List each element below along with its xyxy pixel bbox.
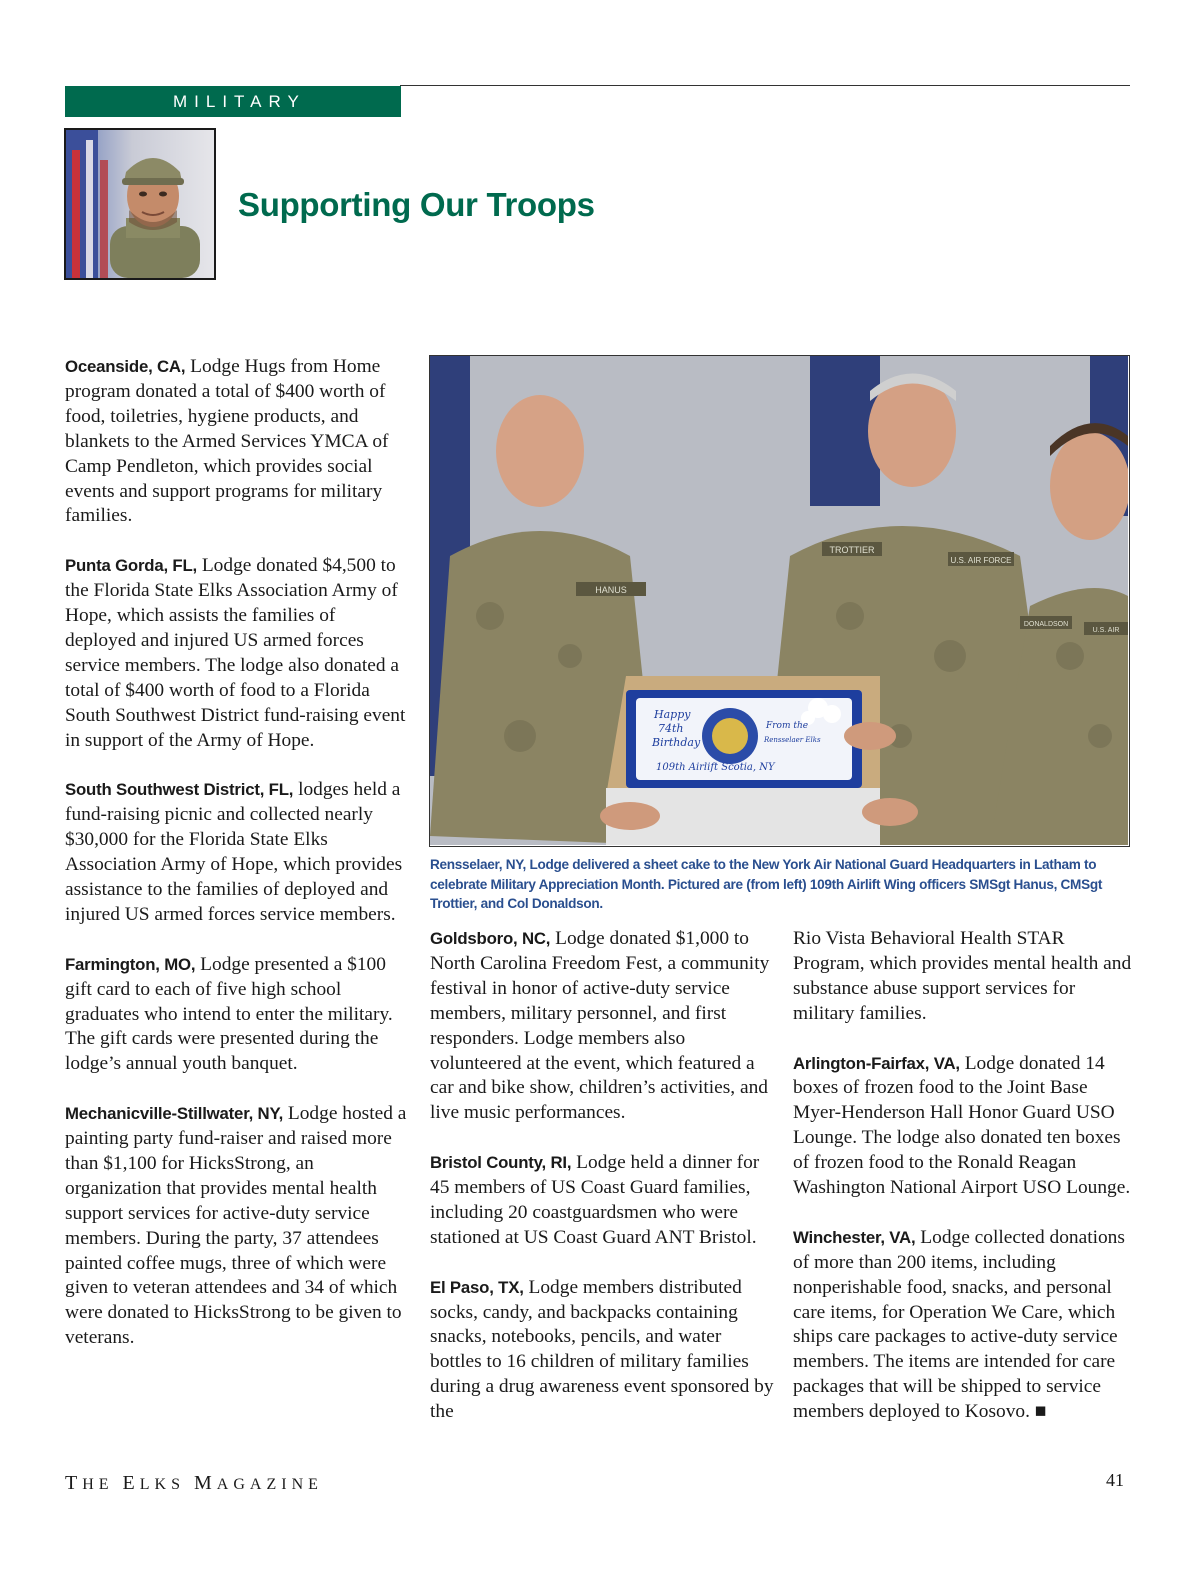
cake-text-line-1: Happy xyxy=(654,708,691,721)
location-lead: Arlington-Fairfax, VA, xyxy=(793,1053,960,1073)
location-lead: South Southwest District, FL, xyxy=(65,780,294,800)
news-item xyxy=(65,355,410,529)
location-lead: Oceanside, CA, xyxy=(65,357,186,376)
location-lead: El Paso, TX, xyxy=(430,1277,524,1297)
item-body: Lodge members distributed socks, candy, and backpacks containing snacks, notebooks, pencils, and water bottles to 16 children of military families during a drug awareness event sponsored by the xyxy=(430,1276,774,1423)
soldier-portrait-illustration xyxy=(66,130,214,278)
footer-word: LKS xyxy=(139,1476,185,1493)
officers-with-cake-illustration xyxy=(430,356,1128,845)
cake-text-line-4: 109th Airlift Scotia, NY xyxy=(656,762,775,773)
cake-text-line-3: Birthday xyxy=(652,736,701,749)
item-body: Lodge presented a $100 gift card to each of five high school graduates who intend to enter the military. The gift cards were presented during the lodge’s annual youth banquet. xyxy=(65,953,393,1075)
news-item xyxy=(65,1102,410,1351)
item-body: Lodge hosted a painting party fund-raiser and raised more than $1,100 for HicksStrong, an organization that provides mental health support services for active-duty service members. During the party, 37 attendees painted coffee mugs, three of which were given to veteran attendees and 34 of which were donated to HicksStrong to be given to veterans. xyxy=(65,1103,407,1349)
location-lead: Punta Gorda, FL, xyxy=(65,556,197,576)
cake-text-right-1: From the xyxy=(766,721,809,731)
location-lead: Winchester, VA, xyxy=(793,1227,916,1247)
article-column-2 xyxy=(430,927,775,1450)
location-lead: Farmington, MO, xyxy=(65,954,196,974)
news-item xyxy=(65,778,410,927)
news-item xyxy=(793,1052,1138,1201)
item-body: Lodge donated 14 boxes of frozen food to the Joint Base Myer-Henderson Hall Honor Guard USO Lounge. The lodge also donated ten boxes of frozen food to the Ronald Reagan Washington National Airport USO Lounge. xyxy=(793,1052,1131,1199)
item-body: lodges held a fund-raising picnic and collected nearly $30,000 for the Florida State Elks Association Army of Hope, which provides assistance to the families of deployed and injured US armed forces service members. xyxy=(65,779,403,925)
article-column-3 xyxy=(793,927,1138,1450)
item-body: Lodge donated $4,500 to the Florida State Elks Association Army of Hope, which assists the families of deployed and injured US armed forces service members. The lodge also donated a total of $400 worth of food to a Florida South Southwest District fund-raising event in support of the Army of Hope. xyxy=(65,555,406,751)
news-item xyxy=(793,927,1138,1027)
location-lead: Bristol County, RI, xyxy=(430,1153,572,1173)
news-item xyxy=(65,554,410,753)
footer-word: AGAZINE xyxy=(216,1476,323,1493)
location-lead: Goldsboro, NC, xyxy=(430,929,551,948)
news-item xyxy=(65,953,410,1078)
footer-word: HE xyxy=(82,1476,114,1493)
caption-location: Rensselaer, NY, xyxy=(430,857,527,872)
footer-initial: M xyxy=(194,1472,217,1494)
news-item xyxy=(793,1226,1138,1425)
news-item xyxy=(430,1151,775,1251)
soldier-headshot-image xyxy=(64,128,216,280)
nametag-right-2: U.S. AIR xyxy=(1092,627,1120,634)
item-body: Lodge held a dinner for 45 members of US Coast Guard families, including 20 coastguardsmen who were stationed at US Coast Guard ANT Bristol. xyxy=(430,1152,760,1248)
cake-text-line-2: 74th xyxy=(658,722,684,735)
nametag-right: DONALDSON xyxy=(1023,621,1069,628)
cake-text-right-2: Rensselaer Elks xyxy=(764,736,821,744)
caption-text: Lodge delivered a sheet cake to the New York Air National Guard Headquarters in Latham to celebrate Military Appreciation Month. Pictured are (from left) 109th Airlift Wing officers SMSgt Hanus, CMSgt Trottier, and Col Donaldson. xyxy=(430,857,1103,911)
footer-initial: E xyxy=(122,1472,140,1494)
nametag-center: TROTTIER xyxy=(829,545,875,555)
nametag-left: HANUS xyxy=(595,585,627,595)
article-column-1 xyxy=(65,355,410,1376)
section-label: MILITARY xyxy=(65,86,401,117)
photo-caption xyxy=(430,855,1130,914)
footer-initial: T xyxy=(65,1472,83,1494)
news-item xyxy=(430,927,775,1126)
cake-presentation-photo xyxy=(429,355,1130,847)
news-item xyxy=(430,1276,775,1425)
item-body: Lodge Hugs from Home program donated a total of $400 worth of food, toiletries, hygiene products, and blankets to the Armed Services YMCA of Camp Pendleton, which provides social events and support programs for military families. xyxy=(65,356,389,527)
item-body: Rio Vista Behavioral Health STAR Program, which provides mental health and substance abuse support services for military families. xyxy=(793,928,1132,1024)
page-number: 41 xyxy=(1106,1470,1124,1490)
location-lead: Mechanicville-Stillwater, NY, xyxy=(65,1104,284,1124)
magazine-name xyxy=(65,1472,323,1495)
header-rule xyxy=(400,85,1130,86)
item-body: Lodge collected donations of more than 200 items, including nonperishable food, snacks, and personal care items, for Operation We Care, which ships care packages to active-duty service members. The items are intended for care packages that will be shipped to service members deployed to Kosovo. ■ xyxy=(793,1226,1125,1423)
nametag-center-2: U.S. AIR FORCE xyxy=(950,556,1012,565)
item-body: Lodge donated $1,000 to North Carolina Freedom Fest, a community festival in honor of active-duty service members, military personnel, and first responders. Lodge members also volunteered at the event, which featured a car and bike show, children’s activities, and live music performances. xyxy=(430,928,770,1124)
article-headline: Supporting Our Troops xyxy=(238,186,595,223)
